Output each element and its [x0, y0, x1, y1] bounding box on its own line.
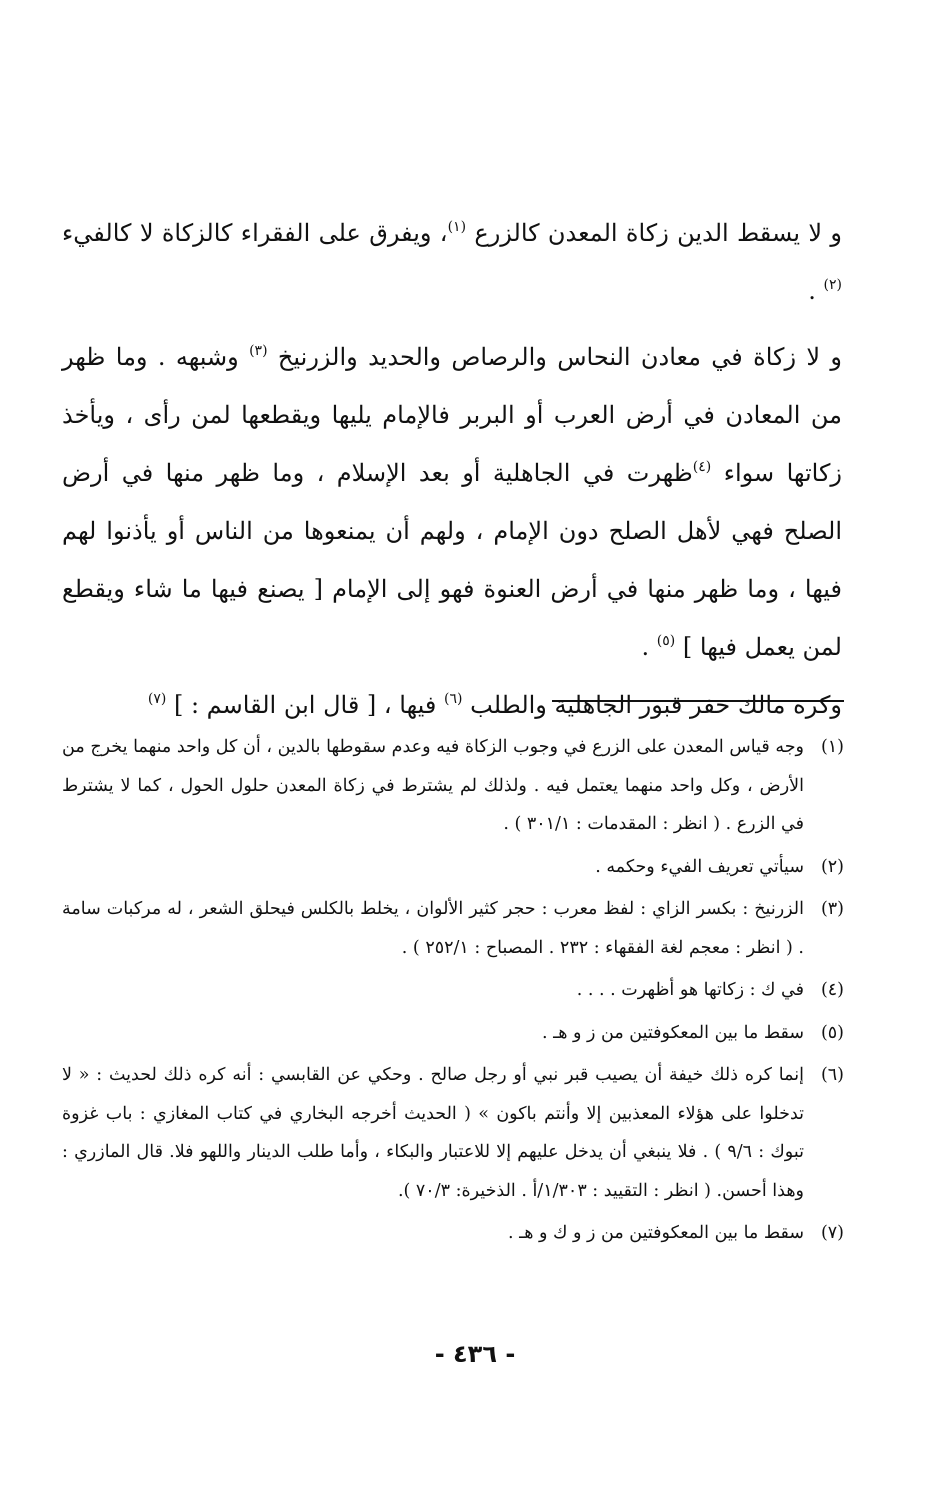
footnote-text: سقط ما بين المعكوفتين من ز و هـ .: [541, 1022, 804, 1043]
footnote-text: إنما كره ذلك خيفة أن يصيب قبر نبي أو رجل صالح . وحكي عن القابسي : أنه كره ذلك لحديث : « لا تدخلوا على هؤلاء المعذبين إلا وأنتم باكون » ( الحديث أخرجه البخاري في كتاب المغازي : باب غزوة تبوك : ٩/٦ ) . فلا ينبغي أن يدخل عليهم إلا للاعتبار والبكاء ، وأما طلب الدينار واللهو فلا. قال المازري : وهذا أحسن. ( انظر : التقييد : ١/٣٠٣/أ . الذخيرة: ٧٠/٣ ).: [62, 1065, 805, 1201]
footnote-number: (٦): [820, 1065, 844, 1085]
paragraph-1: [62, 204, 842, 320]
page-number: - ٤٣٦ -: [434, 1340, 516, 1368]
footnote-ref-2: (٢): [823, 277, 842, 293]
footnote-number: (٤): [820, 980, 844, 1000]
footnote-item: [62, 1056, 844, 1210]
paragraph-2-text-b: وشبهه . وما ظهر من المعادن في أرض العرب أو البربر فالإمام يليها ويقطعها لمن رأى ، ويأخذ زكاتها سواء: [62, 343, 842, 487]
footnote-text: في ك : زكاتها هو أظهرت . . . .: [576, 980, 804, 1000]
footnote-separator: [552, 700, 844, 702]
footnote-text: سقط ما بين المعكوفتين من ز و ك و هـ .: [507, 1223, 804, 1243]
footnote-ref-6: (٦): [444, 691, 463, 707]
footnote-ref-3: (٣): [249, 343, 268, 359]
footnote-number: (٢): [820, 856, 844, 877]
paragraph-1-text-c: .: [808, 277, 816, 305]
footnote-item: [62, 971, 844, 1010]
footnote-number: (١): [820, 737, 844, 757]
footnote-ref-7: (٧): [147, 691, 167, 707]
footnote-text: سيأتي تعريف الفيء وحكمه .: [595, 856, 804, 877]
footnote-item: [62, 1014, 844, 1053]
footnote-ref-4: (٤): [692, 459, 712, 475]
footnote-item: [62, 848, 844, 887]
footnote-item: [62, 890, 844, 967]
footnote-number: (٥): [820, 1022, 844, 1043]
paragraph-2-text-d: .: [641, 633, 650, 661]
footnote-text: وجه قياس المعدن على الزرع في وجوب الزكاة فيه وعدم سقوطها بالدين ، أن كل واحد منهما يخرج من الأرض ، وكل واحد منهما يعتمل فيه . ولذلك لم يشترط في زكاة المعدن حلول الحول ، كما لا يشترط في الزرع . ( انظر : المقدمات : ٣٠١/١ ) .: [62, 737, 804, 834]
footnote-item: [62, 1214, 844, 1253]
main-text: [62, 204, 842, 734]
paragraph-3: [62, 676, 842, 734]
footnote-text: الزرنيخ : بكسر الزاي : لفظ معرب : حجر كثير الألوان ، يخلط بالكلس فيحلق الشعر ، له مركبات سامة . ( انظر : معجم لغة الفقهاء : ٢٣٢ . المصباح : ٢٥٢/١ ) .: [62, 899, 804, 958]
footnote-ref-5: (٥): [656, 633, 676, 649]
footnote-number: (٣): [820, 899, 844, 919]
footnotes: [62, 728, 844, 1257]
paragraph-2: [62, 328, 842, 676]
paragraph-2-text-a: و لا زكاة في معادن النحاس والرصاص والحديد والزرنيخ: [277, 343, 842, 371]
paragraph-1-text-a: و لا يسقط الدين زكاة المعدن كالزرع: [474, 219, 842, 247]
paragraph-1-text-b: ، ويفرق على الفقراء كالزكاة لا كالفيء: [62, 219, 448, 247]
footnote-ref-1: (١): [447, 219, 467, 235]
footnote-item: [62, 728, 844, 844]
footnote-number: (٧): [820, 1223, 844, 1243]
paragraph-3-text-a: وكره مالك حفر قبور الجاهلية والطلب: [470, 691, 842, 719]
paragraph-3-text-b: فيها ، [ قال ابن القاسم : ]: [173, 691, 437, 719]
paragraph-2-text-c: ظهرت في الجاهلية أو بعد الإسلام ، وما ظهر منها في أرض الصلح فهي لأهل الصلح دون الإمام ، ولهم أن يمنعوها من الناس أو يأذنوا لهم فيها ، وما ظهر منها في أرض العنوة فهو إلى الإمام [ يصنع فيها ما شاء ويقطع لمن يعمل فيها ]: [62, 459, 842, 661]
